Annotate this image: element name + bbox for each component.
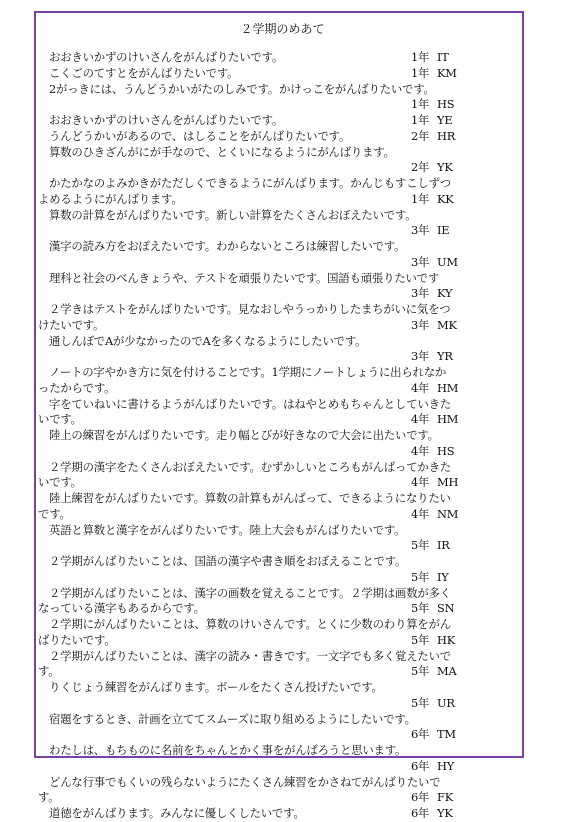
student-signature xyxy=(411,444,454,460)
student-signature xyxy=(411,318,457,334)
goal-text: 道徳をがんばります。みんなに優しくしたいです。 xyxy=(49,806,305,820)
goal-line xyxy=(38,397,520,413)
grade-label: 1年 xyxy=(411,191,430,206)
student-initials: HM xyxy=(437,412,459,427)
goal-line xyxy=(38,318,520,334)
student-initials: UM xyxy=(437,254,458,269)
goal-text: ２学きはテストをがんばりたいです。見なおしやうっかりしたまちがいに気をつ xyxy=(49,302,451,316)
goal-line xyxy=(38,176,520,192)
student-signature xyxy=(411,66,457,82)
goal-line xyxy=(38,570,520,586)
goal-text: かたかなのよみかきがただしくできるようにがんばります。かんじもすこしずつ xyxy=(49,176,451,190)
goal-text: です。 xyxy=(38,506,71,521)
goal-line xyxy=(38,586,520,602)
grade-label: 5年 xyxy=(411,664,430,679)
grade-label: 2年 xyxy=(411,160,430,175)
goal-line xyxy=(38,712,520,728)
student-signature xyxy=(411,223,449,239)
goal-line xyxy=(38,790,520,806)
grade-label: 4年 xyxy=(411,412,430,427)
goal-line xyxy=(38,475,520,491)
student-initials: HS xyxy=(437,97,455,112)
student-initials: HR xyxy=(437,128,456,143)
student-signature xyxy=(411,160,453,176)
goal-text: ２学期がんばりたいことは、漢字の画数を覚えることです。２学期は画数が多く xyxy=(49,585,451,600)
student-signature xyxy=(411,50,449,66)
goal-line xyxy=(38,617,520,633)
page-title: ２学期のめあて xyxy=(240,22,325,36)
student-signature xyxy=(411,570,449,586)
student-signature xyxy=(411,601,454,617)
goal-text: ２学期の漢字をたくさんおぼえたいです。むずかしいところもがんばってかきた xyxy=(49,459,451,474)
goal-line xyxy=(38,491,520,507)
goal-text: す。 xyxy=(38,664,60,679)
student-initials: YE xyxy=(437,113,453,127)
goal-line xyxy=(38,271,520,287)
goal-line xyxy=(38,381,520,397)
student-signature xyxy=(411,806,453,822)
goal-line xyxy=(38,444,520,460)
goal-line xyxy=(38,412,520,428)
goal-text: す。 xyxy=(38,790,60,805)
goal-line xyxy=(38,192,520,208)
goal-line xyxy=(38,349,520,365)
student-initials: MK xyxy=(437,317,457,332)
student-initials: IY xyxy=(437,569,449,584)
goal-text: なっている漢字もあるからです。 xyxy=(38,601,205,616)
goal-line xyxy=(38,239,520,255)
goal-text: こくごのてすとをがんばりたいです。 xyxy=(49,65,239,80)
goal-text: 理科と社会のべんきょうや、テストを頑張りたいです。国語も頑張りたいです xyxy=(49,270,440,285)
goal-line xyxy=(38,507,520,523)
grade-label: 1年 xyxy=(411,113,430,127)
goal-text: わたしは、もちものに名前をちゃんとかく事をがんばろうと思います。 xyxy=(49,743,407,757)
student-initials: HM xyxy=(437,380,459,395)
goal-text: りくじょう練習をがんばります。ボールをたくさん投げたいです。 xyxy=(49,680,383,694)
goal-text: 陸上の練習をがんばりたいです。走り幅とびが好きなので大会に出たいです。 xyxy=(49,428,439,442)
student-initials: SN xyxy=(437,601,455,616)
goal-text: ２学期にがんばりたいことは、算数のけいさんです。とくに少数のわり算をがん xyxy=(49,617,451,631)
goal-text: ばりたいです。 xyxy=(38,632,116,647)
goal-line xyxy=(38,286,520,302)
student-signature xyxy=(411,97,454,113)
student-signature xyxy=(411,790,453,806)
goal-line xyxy=(38,82,520,98)
goal-line xyxy=(38,633,520,649)
student-signature xyxy=(411,129,455,145)
student-signature xyxy=(411,381,458,397)
student-signature xyxy=(411,113,452,129)
student-initials: UR xyxy=(437,695,455,710)
goal-text: 算数の計算をがんばりたいです。新しい計算をたくさんおぼえたいです。 xyxy=(49,207,417,222)
goal-line xyxy=(38,428,520,444)
grade-label: 4年 xyxy=(411,475,430,490)
student-signature xyxy=(411,727,456,743)
goal-line xyxy=(38,334,520,350)
student-signature xyxy=(411,759,454,775)
goal-text: けたいです。 xyxy=(38,317,105,332)
student-signature xyxy=(411,475,458,491)
goal-line xyxy=(38,554,520,570)
student-initials: NM xyxy=(437,506,459,521)
student-initials: IE xyxy=(437,223,450,238)
goal-line xyxy=(38,743,520,759)
goals-list xyxy=(38,50,520,822)
goal-line xyxy=(38,523,520,539)
student-initials: KK xyxy=(437,191,454,206)
goal-line xyxy=(38,50,520,66)
student-signature xyxy=(411,664,457,680)
goal-line xyxy=(38,365,520,381)
grade-label: 3年 xyxy=(411,286,430,301)
student-initials: KM xyxy=(437,65,457,80)
grade-label: 5年 xyxy=(411,632,430,647)
grade-label: 3年 xyxy=(411,223,430,238)
student-initials: MA xyxy=(437,664,457,679)
student-initials: IR xyxy=(437,538,450,553)
grade-label: 4年 xyxy=(411,443,430,458)
goal-text: ったからです。 xyxy=(38,380,116,395)
goal-text: ２学期がんばりたいことは、漢字の読み・書きです。一文字でも多く覚えたいで xyxy=(49,648,451,663)
student-signature xyxy=(411,507,458,523)
student-initials: MH xyxy=(437,475,459,490)
goal-text: 陸上練習をがんばりたいです。算数の計算もがんばって、できるようになりたい xyxy=(49,491,451,505)
grade-label: 5年 xyxy=(411,601,430,616)
goal-text: どんな行事でもくいの残らないようにたくさん練習をかさねてがんばりたいで xyxy=(49,774,441,789)
grade-label: 4年 xyxy=(411,380,430,395)
goal-line xyxy=(38,649,520,665)
goal-text: いです。 xyxy=(38,475,82,490)
grade-label: 6年 xyxy=(411,758,430,773)
goal-line xyxy=(38,759,520,775)
goal-text: おおきいかずのけいさんをがんばりたいです。 xyxy=(49,50,284,64)
goal-line xyxy=(38,460,520,476)
grade-label: 3年 xyxy=(411,317,430,332)
student-initials: YK xyxy=(437,806,453,820)
student-initials: FK xyxy=(437,790,454,805)
student-signature xyxy=(411,286,452,302)
goal-line xyxy=(38,97,520,113)
goal-line xyxy=(38,538,520,554)
goal-line xyxy=(38,664,520,680)
goal-line xyxy=(38,727,520,743)
student-signature xyxy=(411,349,453,365)
student-signature xyxy=(411,192,454,208)
student-initials: YK xyxy=(437,160,453,175)
student-initials: HS xyxy=(437,443,455,458)
goal-line xyxy=(38,160,520,176)
goal-text: 2がっきには、うんどうかいがたのしみです。かけっこをがんばりたいです。 xyxy=(49,81,435,96)
student-initials: YR xyxy=(437,349,453,364)
student-signature xyxy=(411,633,455,649)
goal-text: 宿題をするとき、計画を立ててスムーズに取り組めるようにしたいです。 xyxy=(49,711,416,726)
goal-text: ノートの字やかき方に気を付けることです。1学期にノートしょうに出られなか xyxy=(49,365,447,379)
goal-text: よめるようにがんばります。 xyxy=(38,191,183,206)
grade-label: 6年 xyxy=(411,727,430,742)
goal-line xyxy=(38,806,520,822)
goal-text: 字をていねいに書けるようがんばりたいです。はねやとめもちゃんとしていきた xyxy=(49,396,451,411)
goal-line xyxy=(38,145,520,161)
goal-text: いです。 xyxy=(38,412,82,427)
grade-label: 3年 xyxy=(411,349,430,364)
grade-label: 1年 xyxy=(411,97,430,112)
grade-label: 6年 xyxy=(411,806,430,820)
goal-line xyxy=(38,601,520,617)
student-initials: TM xyxy=(437,727,456,742)
goal-text: 漢字の読み方をおぼえたいです。わからないところは練習したいです。 xyxy=(49,239,406,253)
student-initials: IT xyxy=(437,50,449,64)
goal-text: 通しんぼでAが少なかったのでAを多くなるようにしたいです。 xyxy=(49,333,367,348)
goal-text: おおきいかずのけいさんをがんばりたいです。 xyxy=(49,113,284,127)
grade-label: 1年 xyxy=(411,65,430,80)
student-initials: HY xyxy=(437,758,455,773)
goal-line xyxy=(38,208,520,224)
goal-line xyxy=(38,255,520,271)
student-initials: KY xyxy=(437,286,453,301)
goal-text: 算数のひきざんがにが手なので、とくいになるようにがんばります。 xyxy=(49,144,395,159)
grade-label: 5年 xyxy=(411,569,430,584)
grade-label: 4年 xyxy=(411,506,430,521)
goal-text: 英語と算数と漢字をがんばりたいです。陸上大会もがんばりたいです。 xyxy=(49,522,406,537)
goal-line xyxy=(38,775,520,791)
student-signature xyxy=(411,696,455,712)
goal-text: うんどうかいがあるので、はしることをがんばりたいです。 xyxy=(49,128,351,143)
goal-text: ２学期がんばりたいことは、国語の漢字や書き順をおぼえることです。 xyxy=(49,554,407,568)
grade-label: 2年 xyxy=(411,128,430,143)
goal-line xyxy=(38,223,520,239)
student-signature xyxy=(411,255,458,271)
student-initials: HK xyxy=(437,632,456,647)
goal-line xyxy=(38,696,520,712)
student-signature xyxy=(411,538,450,554)
grade-label: 6年 xyxy=(411,790,430,805)
goal-line xyxy=(38,680,520,696)
grade-label: 5年 xyxy=(411,538,430,553)
goal-line xyxy=(38,113,520,129)
grade-label: 5年 xyxy=(411,695,430,710)
grade-label: 3年 xyxy=(411,254,430,269)
student-signature xyxy=(411,412,458,428)
grade-label: 1年 xyxy=(411,50,430,64)
goal-line xyxy=(38,302,520,318)
goal-line xyxy=(38,129,520,145)
goal-line xyxy=(38,66,520,82)
